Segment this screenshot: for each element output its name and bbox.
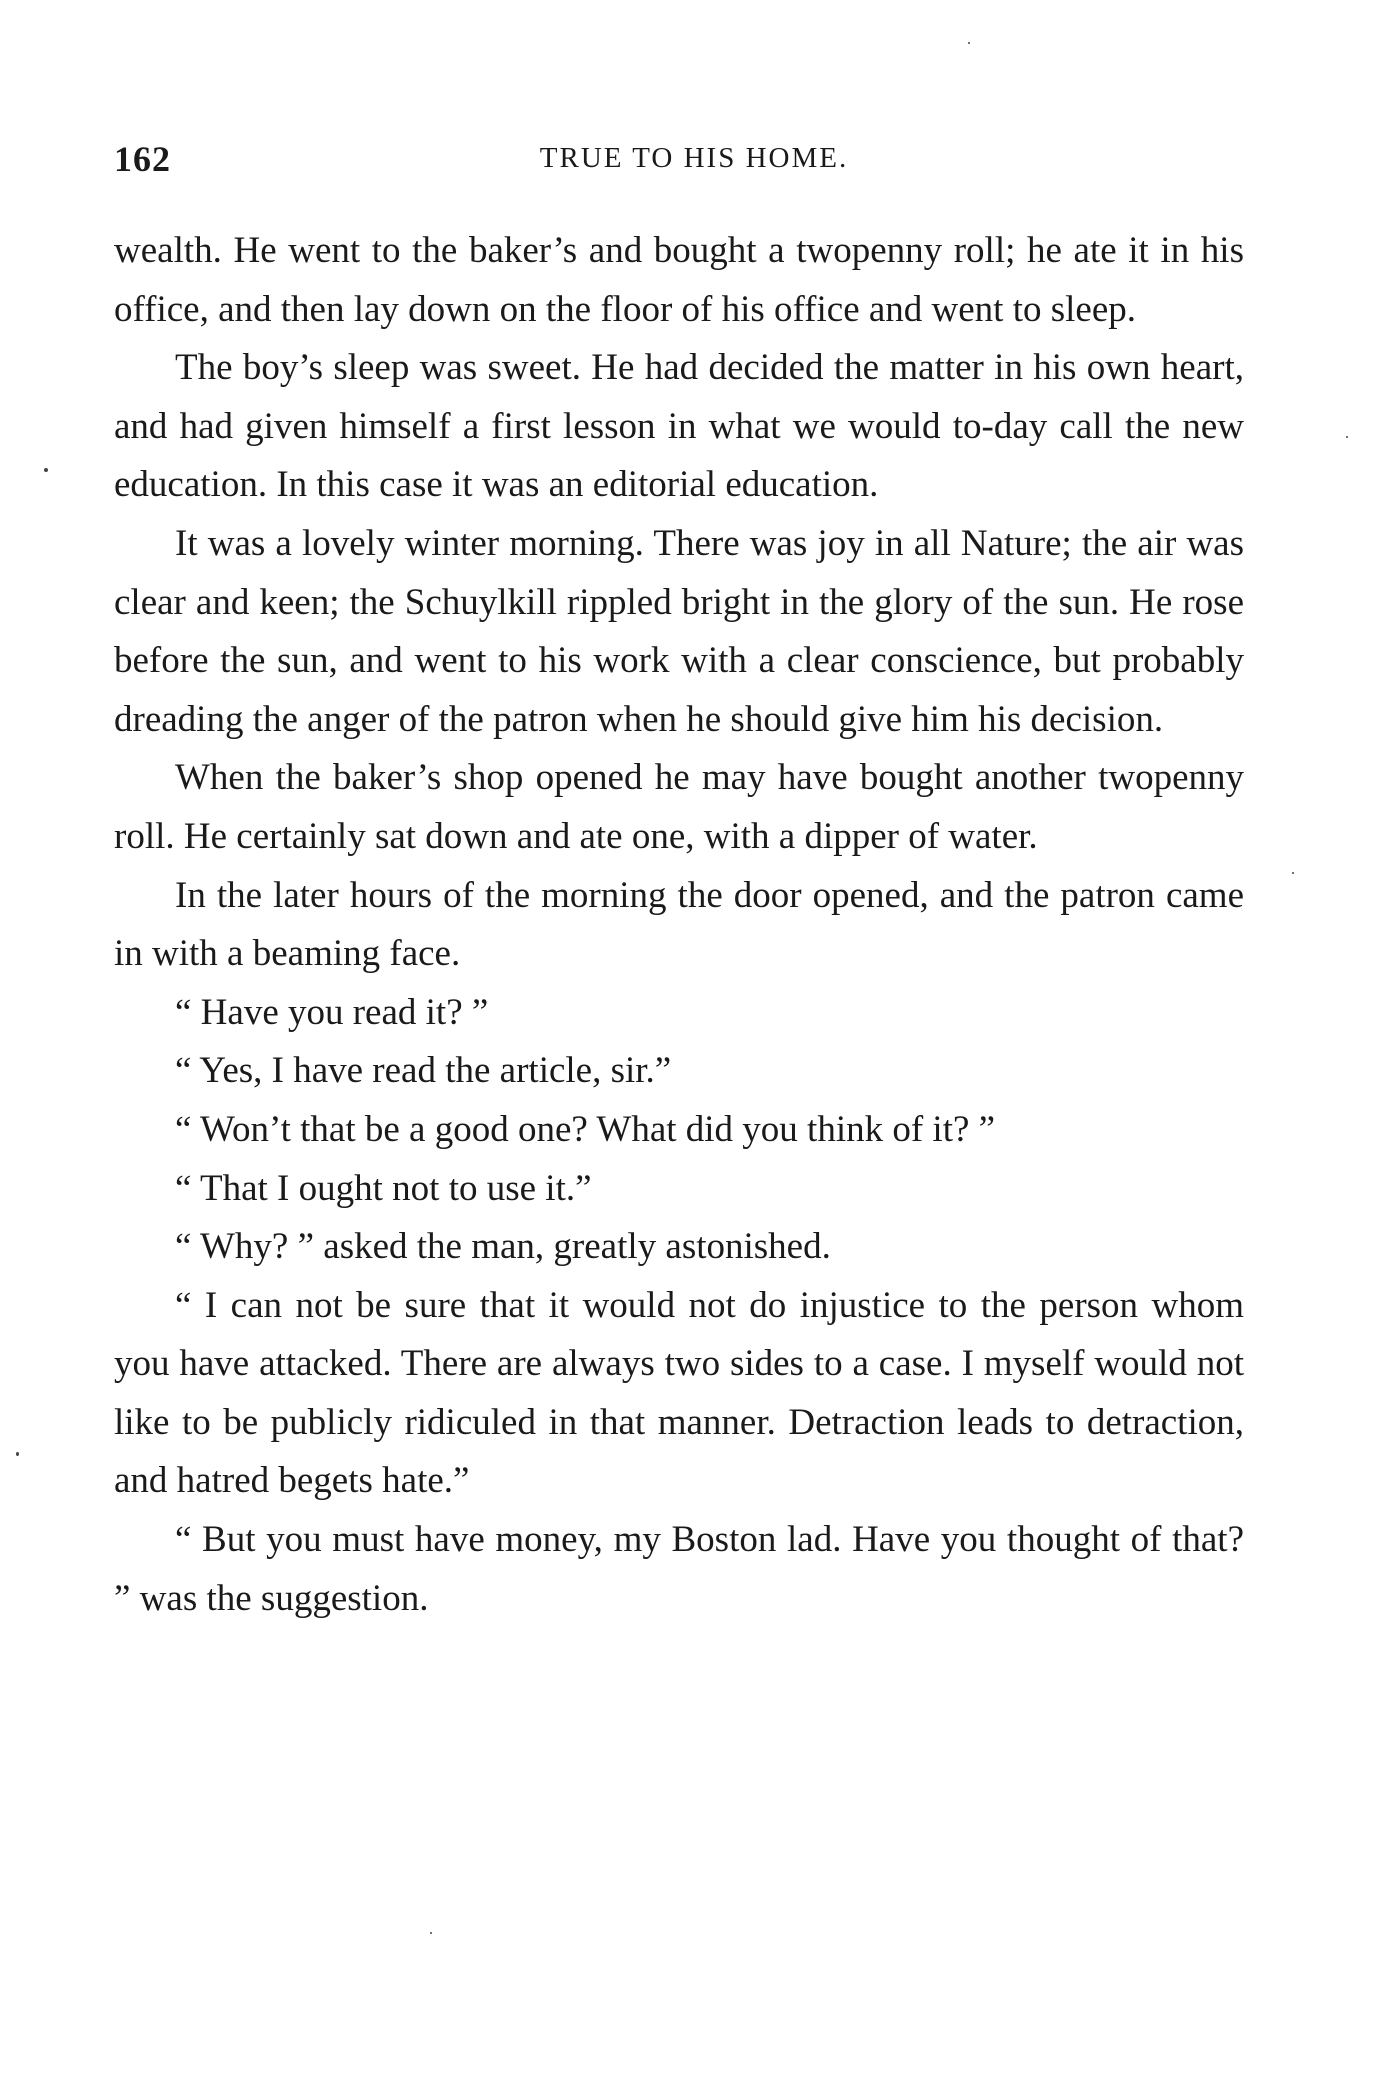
- paragraph: “ But you must have money, my Boston lad. Have you thought of that? ” was the suggestion.: [114, 1519, 1244, 1619]
- paragraph: “ Won’t that be a good one? What did you think of it? ”: [175, 1108, 996, 1150]
- paragraph: It was a lovely winter morning. There was joy in all Nature; the air was clear and keen; the Schuylkill rippled bright in the glory of the sun. He rose before the sun, and went to his work with a clear conscience, but probably dreading the anger of the patron when he should give him his decision.: [114, 522, 1244, 740]
- paragraph: “ I can not be sure that it would not do injustice to the person whom you have attacked. There are always two sides to a case. I myself would not like to be publicly ridiculed in that manner. Detraction leads to detraction, and hatred begets hate.”: [114, 1284, 1244, 1502]
- scan-speck: [1292, 872, 1294, 874]
- scan-speck: [44, 468, 48, 472]
- running-title: TRUE TO HIS HOME.: [539, 142, 849, 174]
- page-number: 162: [114, 139, 171, 179]
- page-header: [114, 138, 1244, 188]
- paragraph: “ That I ought not to use it.”: [175, 1167, 592, 1209]
- paragraph: In the later hours of the morning the door opened, and the patron came in with a beaming face.: [114, 874, 1244, 975]
- paragraph: The boy’s sleep was sweet. He had decided the matter in his own heart, and had given himself a first lesson in what we would to-day call the new education. In this case it was an editorial education.: [114, 347, 1244, 506]
- scan-speck: [968, 42, 970, 44]
- paragraph: When the baker’s shop opened he may have bought another twopenny roll. He certainly sat down and ate one, with a dipper of water.: [114, 757, 1244, 857]
- scan-speck: [16, 1452, 19, 1456]
- paragraph: “ Yes, I have read the article, sir.”: [175, 1050, 672, 1092]
- paragraph: “ Why? ” asked the man, greatly astonished.: [175, 1226, 831, 1268]
- scan-speck: [1346, 436, 1348, 438]
- body-text: [114, 222, 1244, 1628]
- paragraph: “ Have you read it? ”: [175, 991, 489, 1033]
- paragraph: wealth. He went to the baker’s and bought a twopenny roll; he ate it in his office, and then lay down on the floor of his office and went to sleep.: [114, 230, 1244, 330]
- scan-speck: [430, 1932, 432, 1934]
